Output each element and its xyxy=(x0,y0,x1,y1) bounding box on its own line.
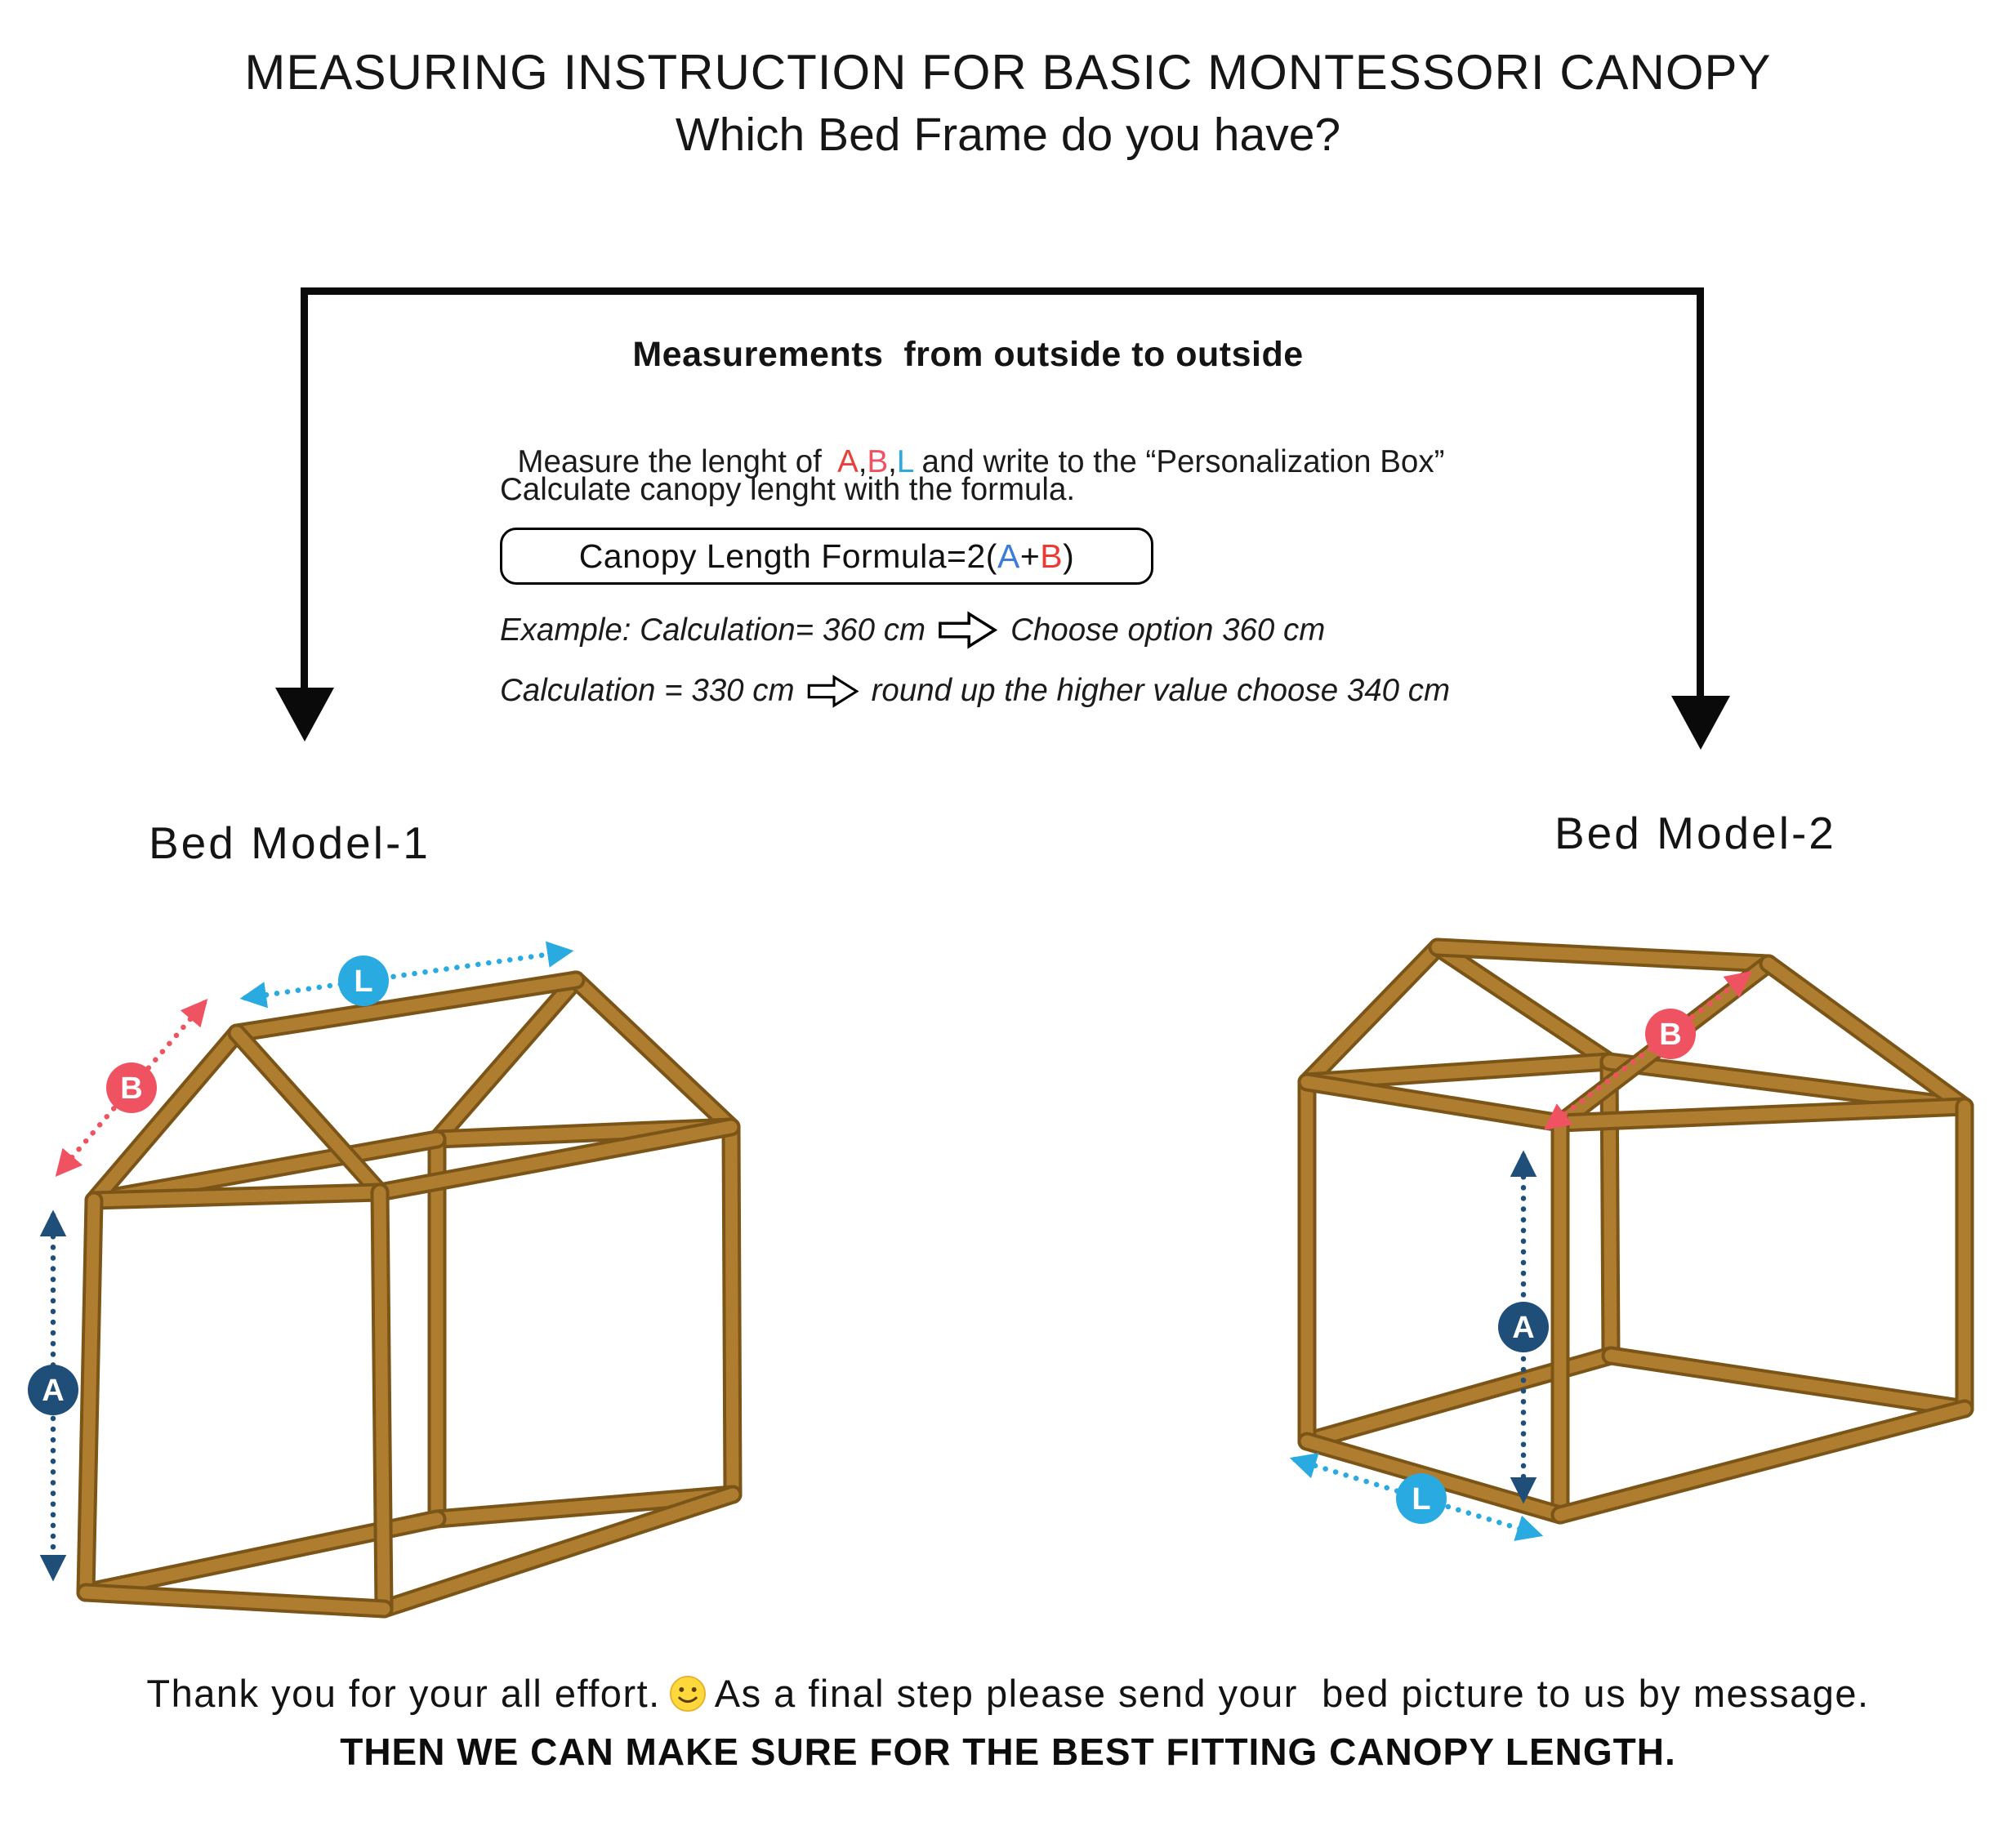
measure-instruction-line xyxy=(500,408,1444,480)
mark-l-text: L xyxy=(896,444,913,479)
bracket-left-line xyxy=(301,287,308,689)
mark-b-text: B xyxy=(867,444,889,479)
example1-post: Choose option 360 cm xyxy=(1010,612,1326,648)
bed-model-1-illustration xyxy=(16,906,784,1641)
bed2-wood-frame xyxy=(1307,947,1965,1515)
bed1-wood-frame xyxy=(86,980,733,1609)
measurements-heading: Measurements from outside to outside xyxy=(632,335,1304,374)
footer-thanks-post: As a final step please send your bed picture to us by message. xyxy=(714,1672,1870,1715)
formula-b: B xyxy=(1040,537,1064,575)
comma: , xyxy=(888,444,897,479)
bracket-right-line xyxy=(1697,287,1704,697)
footer-thanks-line xyxy=(0,1671,2016,1716)
comma: , xyxy=(858,444,868,479)
footer-thanks-pre: Thank you for your all effort. xyxy=(146,1672,661,1715)
example-line-2 xyxy=(500,673,1450,709)
example2-post: round up the higher value choose 340 cm xyxy=(871,673,1451,708)
b-badge-letter: B xyxy=(120,1071,143,1106)
formula-a: A xyxy=(997,537,1020,575)
formula-text-pre: Canopy Length Formula=2( xyxy=(578,537,997,575)
bed-model-1-label: Bed Model-1 xyxy=(149,817,430,868)
bed2-height-marker-A xyxy=(1498,1156,1549,1499)
measure-text-pre: Measure the lenght of xyxy=(517,444,838,479)
right-block-arrow-icon xyxy=(937,611,999,649)
smiley-icon xyxy=(669,1675,707,1713)
b-badge-letter: B xyxy=(1659,1018,1682,1052)
example2-pre: Calculation = 330 cm xyxy=(500,673,795,708)
measure-text-post: and write to the “Personalization Box” xyxy=(912,444,1445,479)
page-title: MEASURING INSTRUCTION FOR BASIC MONTESSORI CANOPY xyxy=(244,45,1772,100)
bed1-height-marker-A xyxy=(28,1215,78,1576)
bed-model-2-illustration xyxy=(1278,911,2014,1564)
bed-model-2-label: Bed Model-2 xyxy=(1554,808,1836,858)
page-subtitle: Which Bed Frame do you have? xyxy=(675,109,1341,161)
formula-close: ) xyxy=(1063,537,1075,575)
down-arrowhead-right-icon xyxy=(1671,696,1730,750)
example-line-1 xyxy=(500,611,1325,649)
mark-a-text: A xyxy=(837,444,859,479)
down-arrowhead-left-icon xyxy=(275,688,334,742)
example1-pre: Example: Calculation= 360 cm xyxy=(500,612,926,648)
a-badge-letter: A xyxy=(1512,1311,1535,1345)
formula-plus: + xyxy=(1019,537,1041,575)
formula-box xyxy=(500,528,1153,585)
footer-note-line: THEN WE CAN MAKE SURE FOR THE BEST FITTING CANOPY LENGTH. xyxy=(340,1730,1676,1773)
bracket-top-line xyxy=(301,287,1704,295)
l-badge-letter: L xyxy=(1412,1482,1431,1517)
right-block-arrow-icon xyxy=(806,675,860,708)
l-badge-letter: L xyxy=(354,964,373,999)
a-badge-letter: A xyxy=(42,1374,65,1408)
calculate-instruction-line: Calculate canopy lenght with the formula. xyxy=(500,472,1076,507)
